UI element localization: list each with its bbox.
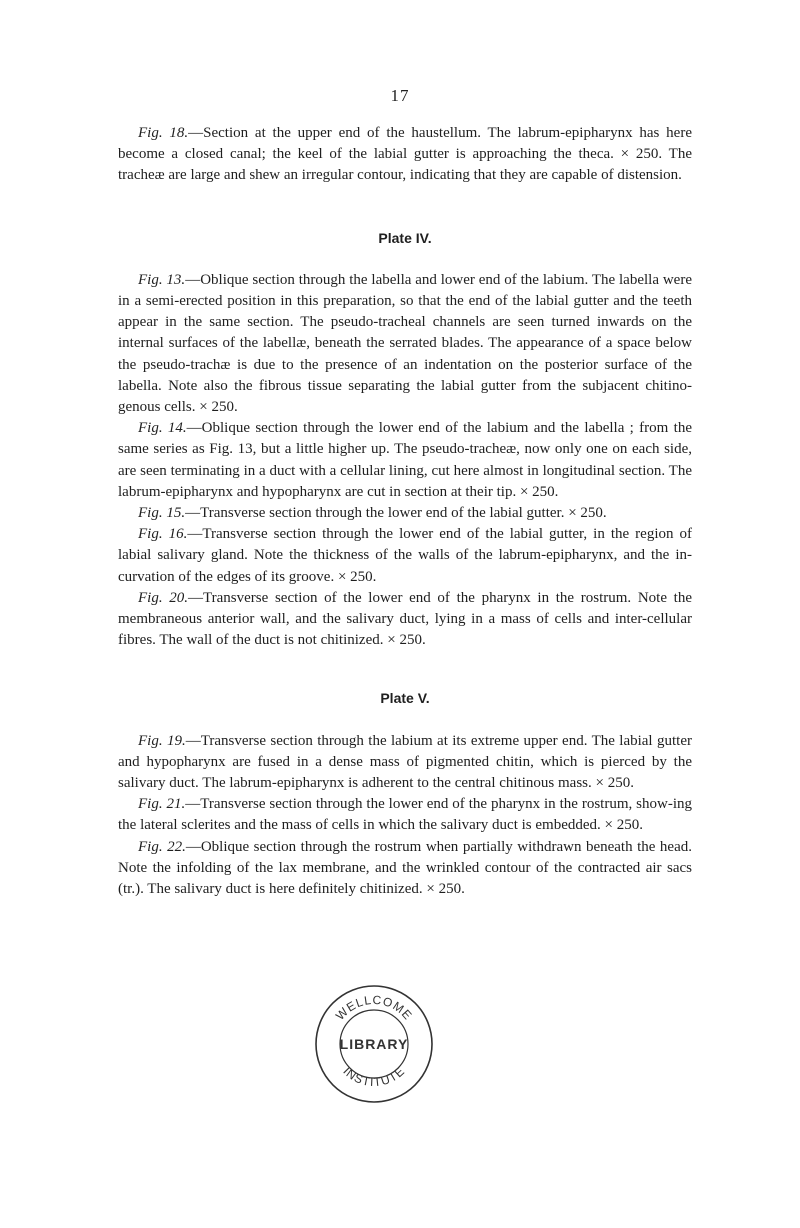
caption-label: Fig. 13. [138, 271, 186, 288]
caption-fig-18 [118, 123, 692, 187]
caption-text: —Transverse section of the lower end of the pharynx in the rostrum. Note the membraneous anterior wall, and the salivary duct, lying in a mass of cells and inter-cellular fibres. The wall of the duct is not chitinized. × 250. [118, 589, 692, 649]
stamp-bottom-text [340, 1064, 407, 1089]
caption-text: —Oblique section through the lower end of the labium and the labella ; from the same series as Fig. 13, but a little higher up. The pseudo-tracheæ, now only one on each side, are seen terminating in a duct with a cellular lining, cut here almost in longitudinal section. The labrum-epipharynx and hypopharynx are cut in section at their tip. × 250. [118, 420, 692, 500]
caption-fig-14 [118, 418, 692, 503]
section-plate-v [118, 688, 692, 900]
caption-text: —Oblique section through the labella and lower end of the labium. The labella were in a semi-erected position in this preparation, so that the end of the labial gutter and the teeth appear in the same section. The pseudo-tracheal channels are seen turned inwards on the internal surfaces of the labellæ, beneath the serrated blades. The appearance of a space below the pseudo-trachæ is due to the presence of an indentation on the posterior surface of the labella. Note also the fibrous tissue separating the labial gutter from the subjacent chitino-genous cells. × 250. [118, 271, 692, 416]
stamp-top-path: WELLCOME [332, 992, 416, 1023]
caption-text: —Oblique section through the rostrum when partially withdrawn beneath the head. Note the infolding of the lax membrane, and the wrinkled contour of the contracted air sacs (tr.). The salivary duct is here definitely chitinized. × 250. [118, 838, 692, 898]
text-column [118, 123, 692, 900]
caption-label: Fig. 21. [138, 796, 186, 813]
plate-heading: Plate V. [380, 690, 430, 707]
caption-text: —Section at the upper end of the haustellum. The labrum-epipharynx has here become a closed canal; the keel of the labial gutter is approaching the theca. × 250. The tracheæ are large and shew an irregular contour, indicating that they are capable of distension. [118, 125, 692, 184]
section-fig-18 [118, 123, 692, 187]
caption-text: —Transverse section through the lower end of the pharynx in the rostrum, show-ing the lateral sclerites and the mass of cells in which the salivary duct is embedded. × 250. [118, 796, 692, 834]
caption-fig-19 [118, 731, 692, 795]
caption-fig-16 [118, 524, 692, 588]
section-plate-iv [118, 228, 692, 652]
stamp-center-text: LIBRARY [339, 1036, 409, 1052]
stamp-top-text [333, 993, 415, 1023]
caption-label: Fig. 22. [138, 838, 186, 855]
caption-label: Fig. 14. [138, 420, 187, 437]
page-number: 17 [390, 86, 410, 105]
caption-text: —Transverse section through the lower end of the labial gutter. × 250. [185, 505, 607, 522]
stamp-bottom-path: INSTITUTE [340, 1063, 408, 1090]
caption-fig-20 [118, 588, 692, 652]
caption-text: —Transverse section through the labium at its extreme upper end. The labial gutter and hypopharynx are fused in a dense mass of pigmented chitin, which is pierced by the salivary duct. The labrum-epipharynx is adherent to the central chitinous mass. × 250. [118, 732, 692, 792]
caption-text: —Transverse section through the lower end of the labial gutter, in the region of labial salivary gland. Note the thickness of the walls of the labrum-epipharynx, and the in-curvation of the edges of its groove. × 250. [118, 526, 692, 585]
caption-label: Fig. 15. [138, 505, 186, 522]
caption-label: Fig. 20. [138, 589, 189, 606]
plate-heading: Plate IV. [378, 229, 432, 246]
caption-fig-13 [118, 270, 692, 418]
caption-fig-22 [118, 837, 692, 901]
caption-fig-21 [118, 794, 692, 836]
caption-label: Fig. 16. [138, 526, 188, 543]
caption-fig-15 [118, 503, 692, 524]
caption-label: Fig. 19. [138, 732, 186, 749]
library-stamp [312, 982, 436, 1106]
caption-label: Fig. 18. [138, 125, 189, 141]
